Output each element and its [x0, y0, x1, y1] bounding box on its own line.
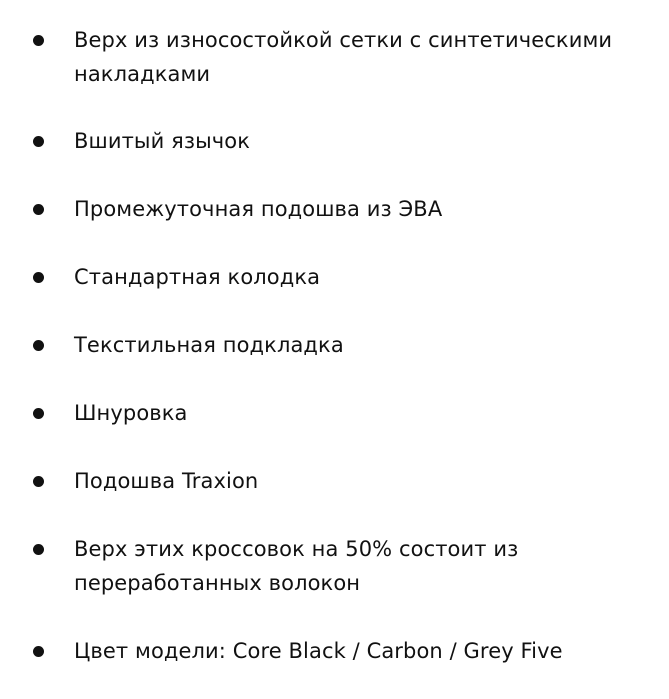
feature-text: Верх этих кроссовок на 50% состоит из переработанных волокон [74, 537, 519, 595]
bullet-icon [33, 272, 44, 283]
bullet-icon [33, 204, 44, 215]
feature-text: Шнуровка [74, 401, 188, 425]
feature-text: Стандартная колодка [74, 265, 321, 289]
bullet-icon [33, 35, 44, 46]
bullet-icon [33, 646, 44, 657]
feature-text: Цвет модели: Core Black / Carbon / Grey Five [74, 639, 563, 663]
bullet-icon [33, 136, 44, 147]
feature-text: Вшитый язычок [74, 129, 251, 153]
feature-text: Подошва Traxion [74, 469, 259, 493]
feature-text: Промежуточная подошва из ЭВА [74, 197, 443, 221]
bullet-icon [33, 340, 44, 351]
bullet-icon [33, 476, 44, 487]
bullet-icon [33, 544, 44, 555]
feature-text: Текстильная подкладка [74, 333, 344, 357]
bullet-icon [33, 408, 44, 419]
feature-text: Верх из износостойкой сетки с синтетическими накладками [74, 28, 613, 86]
